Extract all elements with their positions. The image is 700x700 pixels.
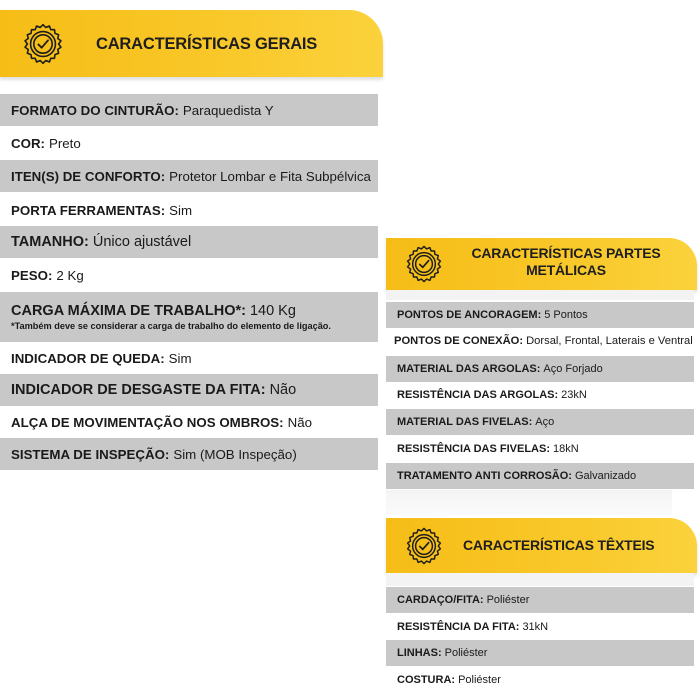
spec-label: PESO: (11, 267, 53, 283)
spec-row (0, 127, 378, 159)
section-title: CARACTERÍSTICAS TÊXTEIS (463, 537, 655, 553)
spec-value: 5 Pontos (544, 309, 588, 321)
spec-value: Poliéster (458, 674, 501, 686)
spec-value: Único ajustável (92, 234, 192, 250)
spec-label: MATERIAL DAS ARGOLAS: (397, 363, 541, 375)
spec-label: COSTURA: (397, 674, 456, 686)
spec-value: 2 Kg (56, 267, 84, 283)
spec-value: 23kN (561, 389, 587, 401)
spec-label: RESISTÊNCIA DAS ARGOLAS: (397, 389, 559, 401)
spec-label: PONTOS DE CONEXÃO: (394, 335, 524, 347)
spec-row (0, 374, 378, 406)
spec-label: CARGA MÁXIMA DE TRABALHO*: (11, 303, 246, 319)
divider (386, 290, 694, 300)
spec-row (386, 356, 694, 382)
spec-value: Não (269, 382, 297, 398)
section-header-gerais (0, 10, 383, 77)
quality-badge-check-icon (403, 525, 445, 567)
spec-label: SISTEMA DE INSPEÇÃO: (11, 446, 170, 462)
spec-value: Sim (168, 350, 192, 366)
spec-row (386, 328, 698, 354)
spec-value: Sim (MOB Inspeção) (173, 446, 297, 462)
section-title: CARACTERÍSTICAS GERAIS (96, 35, 318, 53)
spec-row (386, 640, 694, 666)
spec-row (0, 226, 378, 258)
spec-value: Aço (535, 416, 555, 428)
spec-label: RESISTÊNCIA DA FITA: (397, 620, 520, 633)
spec-label: MATERIAL DAS FIVELAS: (397, 416, 533, 428)
spec-footnote: *Também deve se considerar a carga de trabalho do elemento de ligação. (11, 321, 331, 331)
divider (386, 490, 672, 514)
spec-value: Poliéster (486, 594, 530, 606)
spec-row (386, 667, 694, 693)
spec-row (0, 343, 378, 373)
spec-row (0, 94, 378, 126)
spec-row (386, 382, 694, 408)
spec-label: LINHAS: (397, 647, 442, 659)
spec-label: COR: (11, 135, 45, 151)
spec-label: ITEN(S) DE CONFORTO: (11, 168, 166, 184)
spec-label: PONTOS DE ANCORAGEM: (397, 309, 542, 321)
spec-value: Protetor Lombar e Fita Subpélvica (169, 168, 371, 184)
quality-badge-check-icon (403, 243, 445, 285)
spec-row (386, 436, 694, 462)
section-title: CARACTERÍSTICAS PARTES METÁLICAS (471, 245, 661, 278)
spec-row (0, 259, 378, 291)
spec-value: Galvanizado (574, 470, 637, 482)
spec-label: FORMATO DO CINTURÃO: (11, 102, 179, 118)
spec-value: Dorsal, Frontal, Laterais e Ventral (526, 335, 693, 347)
spec-row (0, 292, 378, 342)
spec-value: Paraquedista Y (182, 102, 274, 118)
spec-label: TRATAMENTO ANTI CORROSÃO: (397, 470, 572, 482)
spec-label: RESISTÊNCIA DAS FIVELAS: (397, 443, 550, 455)
spec-value: Poliéster (444, 647, 488, 659)
spec-row (386, 587, 694, 613)
section-header-texteis (386, 518, 697, 573)
spec-row (386, 613, 694, 640)
spec-row (0, 160, 378, 192)
spec-label: PORTA FERRAMENTAS: (11, 202, 166, 218)
spec-label: TAMANHO: (11, 234, 89, 250)
spec-value: Preto (48, 135, 81, 151)
spec-label: INDICADOR DE DESGASTE DA FITA: (11, 382, 266, 398)
spec-value: Aço Forjado (543, 363, 603, 375)
spec-value: 140 Kg (249, 303, 296, 319)
spec-value: 31kN (522, 620, 549, 633)
spec-label: CARDAÇO/FITA: (397, 594, 484, 606)
spec-value: 18kN (553, 443, 579, 455)
spec-row (386, 463, 694, 489)
quality-badge-check-icon (20, 21, 66, 67)
spec-value: Sim (169, 202, 193, 218)
spec-row (386, 302, 694, 328)
spec-label: INDICADOR DE QUEDA: (11, 350, 165, 366)
spec-row (386, 409, 694, 435)
spec-label: ALÇA DE MOVIMENTAÇÃO NOS OMBROS: (11, 414, 284, 430)
spec-value: Não (287, 414, 312, 430)
section-header-metalicas (386, 238, 697, 290)
divider (386, 573, 694, 586)
spec-row (0, 194, 378, 226)
spec-row (0, 406, 378, 438)
spec-row (0, 438, 378, 470)
